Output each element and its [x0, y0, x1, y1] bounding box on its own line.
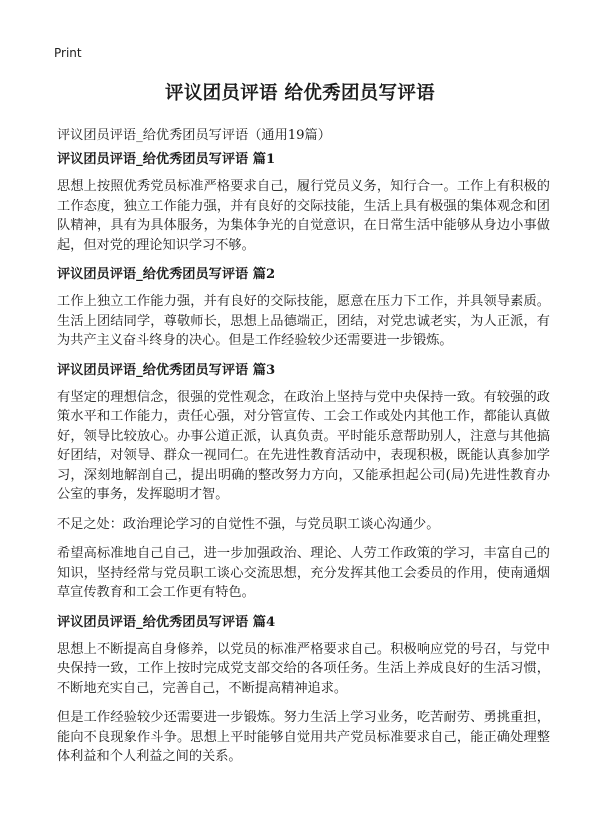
section-1 — [57, 150, 550, 255]
document-body — [57, 150, 550, 767]
section-paragraph: 希望高标准地自己自己，进一步加强政治、理论、人劳工作政策的学习，丰富自己的知识，坚持经常与党员职工谈心交流思想，充分发挥其他工会委员的作用，使南通烟草宣传教育和工会工作更有特色。 — [57, 546, 550, 600]
section-heading: 评议团员评语_给优秀团员写评语 篇4 — [57, 614, 276, 630]
document-title: 评议团员评语 给优秀团员写评语 — [165, 83, 435, 104]
section-heading: 评议团员评语_给优秀团员写评语 篇3 — [57, 362, 276, 378]
section-paragraph: 不足之处：政治理论学习的自觉性不强，与党员职工谈心沟通少。 — [57, 516, 440, 532]
section-2 — [57, 265, 550, 351]
section-3 — [57, 361, 550, 603]
print-link[interactable]: Print — [54, 46, 82, 60]
section-4 — [57, 613, 550, 767]
section-paragraph: 思想上不断提高自身修养，以党员的标准严格要求自己。积极响应党的号召，与党中央保持一致，工作上按时完成党支部交给的各项任务。生活上养成良好的生活习惯，不断地充实自己，完善自己，不断提高精神追求。 — [57, 641, 550, 696]
section-heading: 评议团员评语_给优秀团员写评语 篇1 — [57, 152, 276, 167]
section-paragraph: 工作上独立工作能力强，并有良好的交际技能，愿意在压力下工作，并具领导素质。生活上团结同学，尊敬师长，思想上品德端正，团结，对党忠诚老实，为人正派，有为共产主义奋斗终身的决心。但是工作经验较少还需要进一步锻炼。 — [57, 294, 550, 348]
document-subtitle: 评议团员评语_给优秀团员写评语（通用19篇） — [57, 128, 331, 143]
section-paragraph: 但是工作经验较少还需要进一步锻炼。努力生活上学习业务，吃苦耐劳、勇挑重担，能向不良现象作斗争。思想上平时能够自觉用共产党员标准要求自己，能正确处理整体利益和个人利益之间的关系。 — [57, 710, 550, 764]
section-heading: 评议团员评语_给优秀团员写评语 篇2 — [57, 267, 276, 282]
section-paragraph: 有坚定的理想信念，很强的党性观念，在政治上坚持与党中央保持一致。有较强的政策水平和工作能力，责任心强，对分管宣传、工会工作或处内其他工作，都能认真做好，领导比较放心。办事公道正派，认真负责。平时能乐意帮助别人，注意与其他搞好团结，对领导、群众一视同仁。在先进性教育活动中，表现积极，既能认真参加学习，深刻地解剖自己，提出明确的整改努力方向，又能承担起公司(局)先进性教育办公室的事务，发挥聪明才智。 — [57, 389, 550, 502]
section-paragraph: 思想上按照优秀党员标准严格要求自己，履行党员义务，知行合一。工作上有积极的工作态度，独立工作能力强，并有良好的交际技能，生活上具有极强的集体观念和团队精神，具有为具体服务，为集体争光的自觉意识，在日常生活中能够从身边小事做起，但对党的理论知识学习不够。 — [57, 179, 550, 253]
